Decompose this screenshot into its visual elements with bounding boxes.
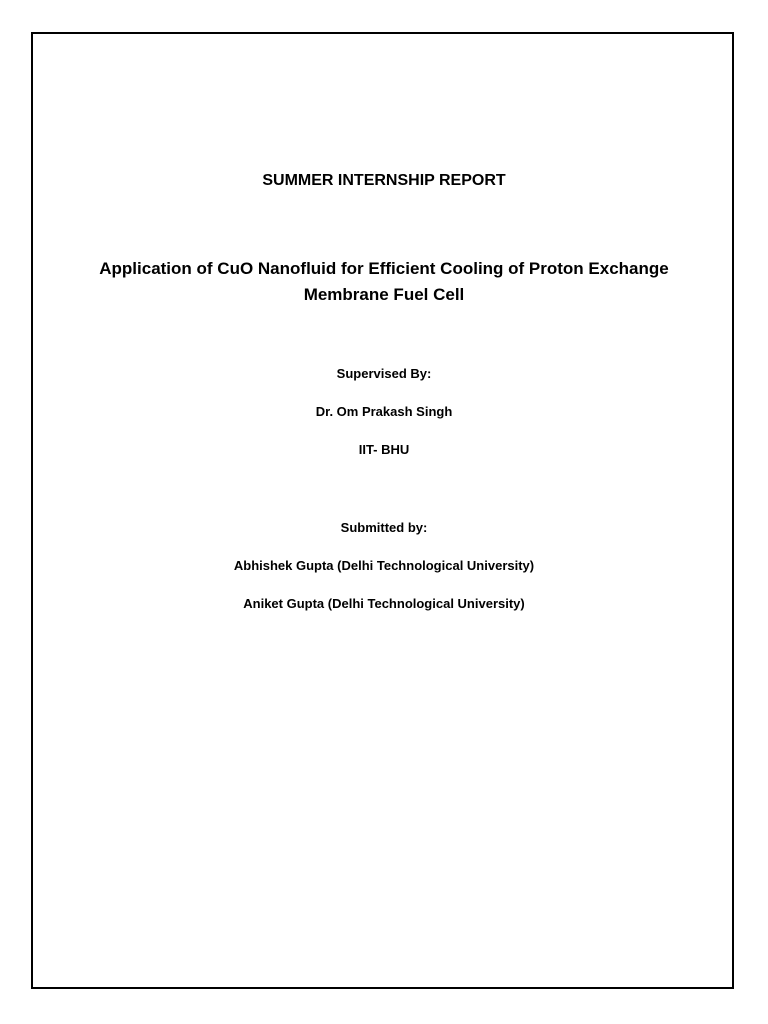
supervised-by-label: Supervised By: <box>336 366 432 381</box>
report-title-line-2: Membrane Fuel Cell <box>303 285 465 304</box>
supervisor-institution: IIT- BHU <box>358 442 410 457</box>
supervisor-name: Dr. Om Prakash Singh <box>315 404 453 419</box>
author-2: Aniket Gupta (Delhi Technological University) <box>243 596 525 611</box>
report-title-line-1: Application of CuO Nanofluid for Efficient Cooling of Proton Exchange <box>99 259 669 278</box>
submitted-by-label: Submitted by: <box>340 520 428 535</box>
report-heading: SUMMER INTERNSHIP REPORT <box>262 172 506 189</box>
author-1: Abhishek Gupta (Delhi Technological University) <box>233 558 535 573</box>
